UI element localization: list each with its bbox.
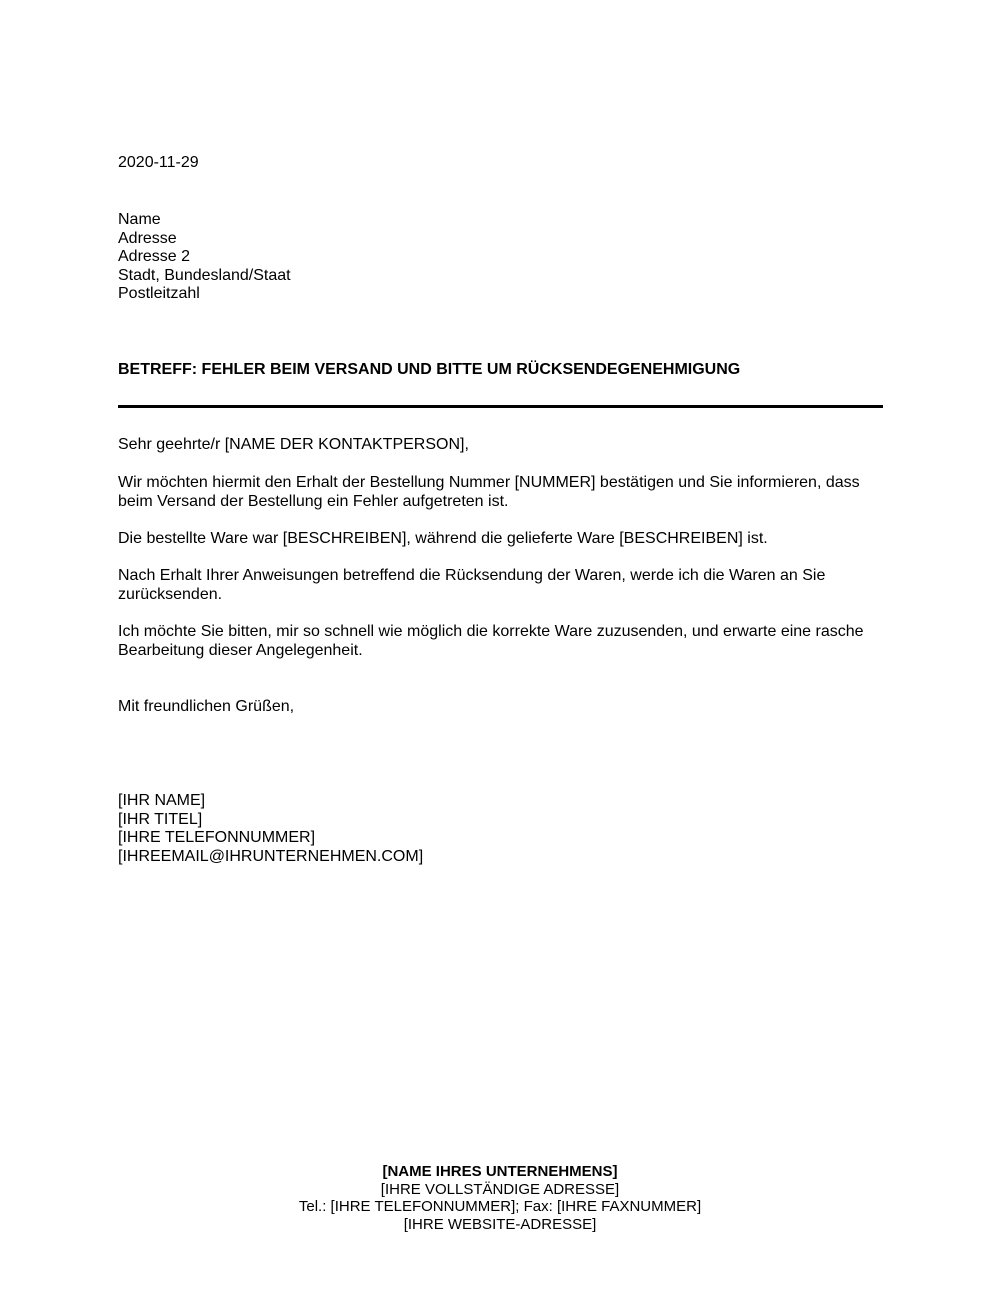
paragraph-line: zurücksenden. <box>118 585 223 603</box>
signature-email: [IHREEMAIL@IHRUNTERNEHMEN.COM] <box>118 847 424 865</box>
footer-company-name: [NAME IHRES UNTERNEHMENS] <box>382 1163 618 1180</box>
signature-title: [IHR TITEL] <box>118 810 203 828</box>
paragraph-line: Ich möchte Sie bitten, mir so schnell wie möglich die korrekte Ware zuzusenden, und erwarte eine rasche <box>118 623 864 640</box>
footer-address: [IHRE VOLLSTÄNDIGE ADRESSE] <box>380 1180 620 1198</box>
body-paragraph-2 <box>118 530 888 549</box>
paragraph-line: beim Versand der Bestellung ein Fehler aufgetreten ist. <box>118 492 509 510</box>
letter-date: 2020-11-29 <box>118 154 199 171</box>
letter-closing: Mit freundlichen Grüßen, <box>118 698 295 715</box>
signature-name: [IHR NAME] <box>118 792 206 809</box>
signature-phone: [IHRE TELEFONNUMMER] <box>118 829 316 847</box>
recipient-name: Name <box>118 211 161 228</box>
paragraph-line: Wir möchten hiermit den Erhalt der Bestellung Nummer [NUMMER] bestätigen und Sie informieren, dass <box>118 474 860 491</box>
body-paragraph-3 <box>118 567 888 604</box>
body-paragraph-4 <box>118 623 888 660</box>
letter-footer <box>0 1163 1000 1233</box>
letter-salutation: Sehr geehrte/r [NAME DER KONTAKTPERSON], <box>118 436 469 453</box>
recipient-address <box>118 211 888 304</box>
subject-divider <box>118 405 883 408</box>
signature-block <box>118 792 888 866</box>
recipient-address-line-1: Adresse <box>118 229 177 247</box>
paragraph-line: Nach Erhalt Ihrer Anweisungen betreffend die Rücksendung der Waren, werde ich die Waren an Sie <box>118 567 826 584</box>
paragraph-line: Die bestellte Ware war [BESCHREIBEN], während die gelieferte Ware [BESCHREIBEN] ist. <box>118 530 768 547</box>
body-paragraph-1 <box>118 474 888 511</box>
recipient-address-line-2: Adresse 2 <box>118 248 191 266</box>
paragraph-line: Bearbeitung dieser Angelegenheit. <box>118 641 363 659</box>
recipient-city-state: Stadt, Bundesland/Staat <box>118 266 291 284</box>
letter-subject: BETREFF: FEHLER BEIM VERSAND UND BITTE UM RÜCKSENDEGENEHMIGUNG <box>118 361 741 378</box>
footer-website: [IHRE WEBSITE-ADRESSE] <box>403 1215 597 1233</box>
recipient-postal-code: Postleitzahl <box>118 285 200 303</box>
footer-contact: Tel.: [IHRE TELEFONNUMMER]; Fax: [IHRE FAXNUMMER] <box>298 1198 702 1215</box>
